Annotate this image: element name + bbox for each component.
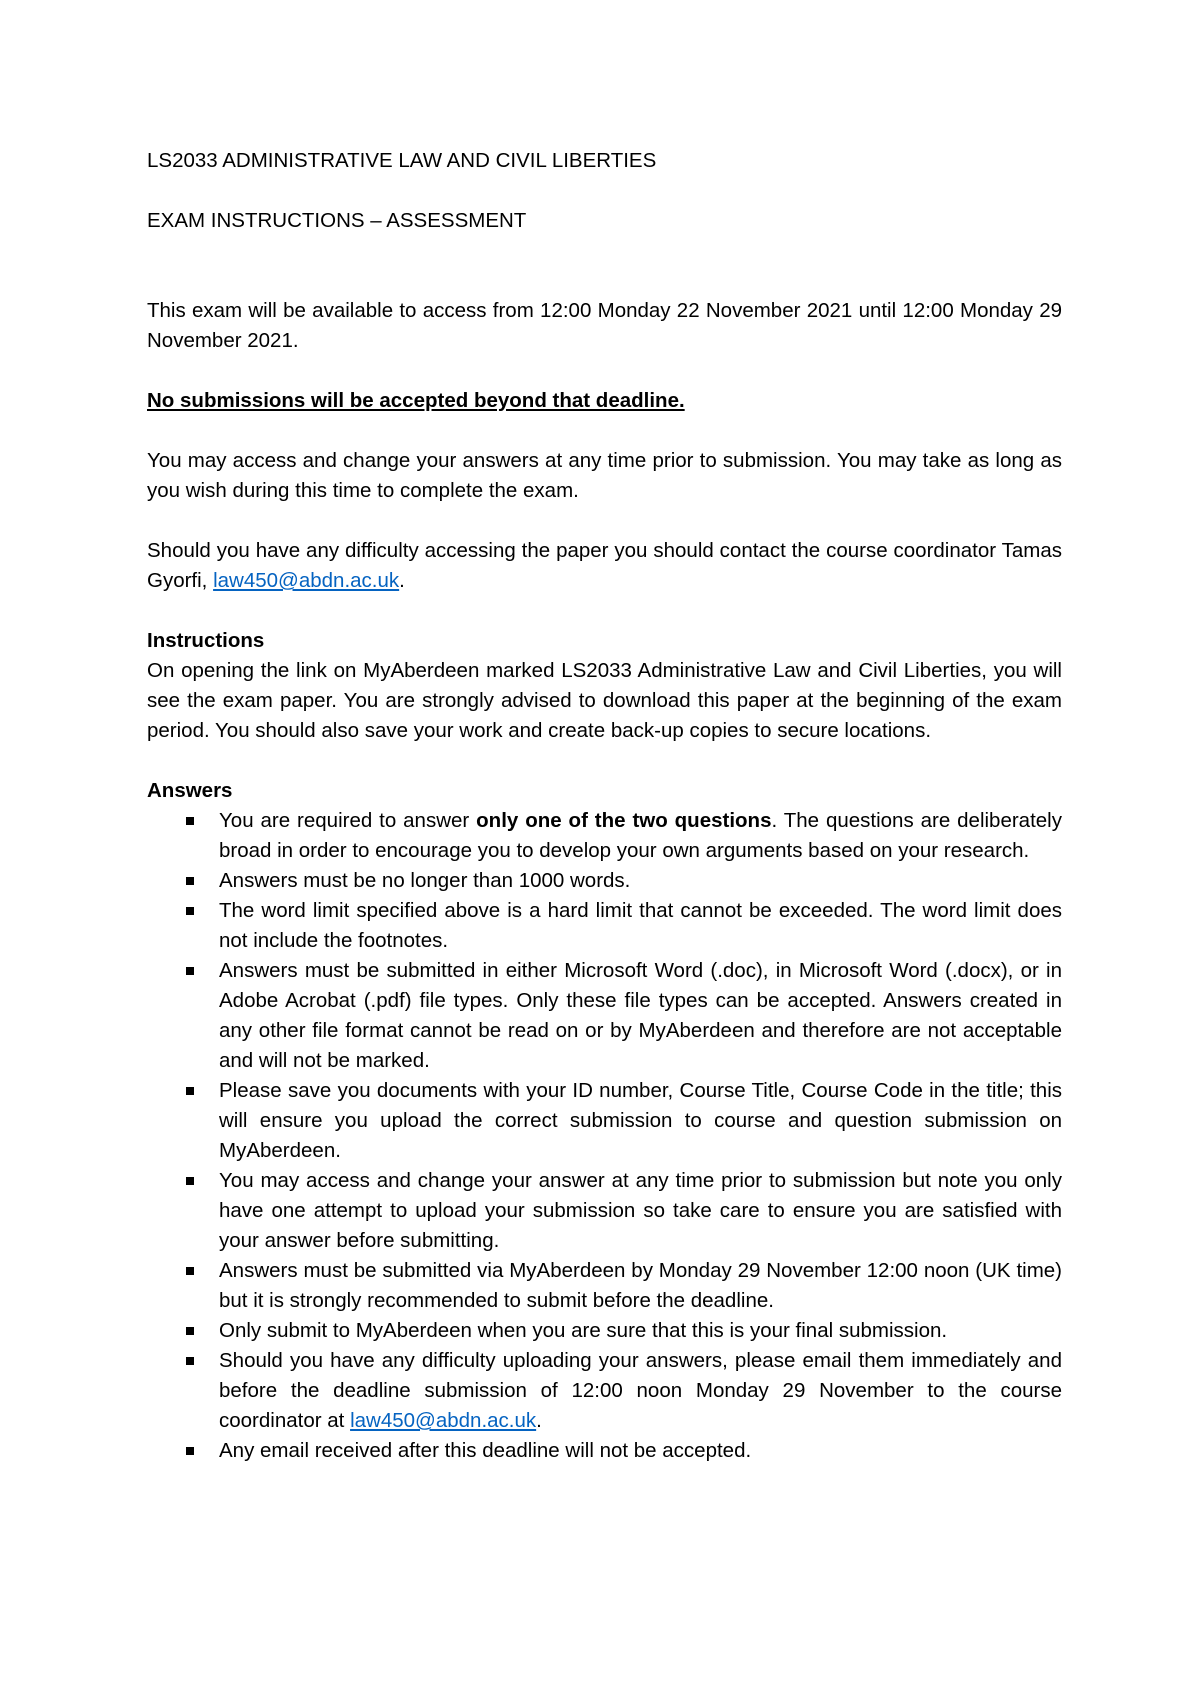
- square-bullet-icon: [186, 967, 194, 975]
- square-bullet-icon: [186, 877, 194, 885]
- square-bullet-icon: [186, 1177, 194, 1185]
- answers-title: Answers: [147, 779, 233, 802]
- instructions-title: Instructions: [147, 629, 265, 652]
- availability-paragraph: This exam will be available to access from 12:00 Monday 22 November 2021 until 12:00 Monday 29 November 2021.: [147, 299, 1062, 352]
- list-item: [219, 866, 1062, 896]
- item-text: Should you have any difficulty uploading your answers, please email them immediately and before the deadline submission of 12:00 noon Monday 29 November to the course coordinator at: [219, 1349, 1062, 1432]
- document-subtitle: EXAM INSTRUCTIONS – ASSESSMENT: [147, 209, 527, 232]
- item-text: . The questions are deliberately broad in order to encourage you to develop your own arguments based on your research.: [219, 809, 1062, 862]
- item-text: Only submit to MyAberdeen when you are sure that this is your final submission.: [219, 1319, 948, 1342]
- course-title: LS2033 ADMINISTRATIVE LAW AND CIVIL LIBERTIES: [147, 149, 657, 172]
- list-item: [219, 1166, 1062, 1256]
- item-text: Any email received after this deadline will not be accepted.: [219, 1439, 752, 1462]
- deadline-notice: [147, 386, 1062, 416]
- instructions-body: On opening the link on MyAberdeen marked LS2033 Administrative Law and Civil Liberties, you will see the exam paper. You are strongly advised to download this paper at the beginning of the exam period. You should also save your work and create back-up copies to secure locations.: [147, 659, 1062, 742]
- item-text: Answers must be no longer than 1000 words.: [219, 869, 631, 892]
- deadline-notice-text: No submissions will be accepted beyond that deadline.: [147, 389, 685, 412]
- item-text: .: [536, 1409, 542, 1432]
- document-page: [147, 146, 1062, 1466]
- list-item: [219, 1346, 1062, 1436]
- item-text: Answers must be submitted in either Microsoft Word (.doc), in Microsoft Word (.docx), or in Adobe Acrobat (.pdf) file types. Only these file types can be accepted. Answers created in any other file format cannot be read on or by MyAberdeen and therefore are not acceptable and will not be marked.: [219, 959, 1062, 1072]
- item-text: You may access and change your answer at any time prior to submission but note you only have one attempt to upload your submission so take care to ensure you are satisfied with your answer before submitting.: [219, 1169, 1062, 1252]
- answers-list: [147, 806, 1062, 1466]
- list-item: [219, 1076, 1062, 1166]
- square-bullet-icon: [186, 817, 194, 825]
- square-bullet-icon: [186, 1087, 194, 1095]
- access-note-paragraph: You may access and change your answers at any time prior to submission. You may take as long as you wish during this time to complete the exam.: [147, 449, 1062, 502]
- list-item: [219, 896, 1062, 956]
- list-item: [219, 1316, 1062, 1346]
- contact-email-link[interactable]: law450@abdn.ac.uk: [213, 569, 400, 592]
- item-text-bold: only one of the two questions: [476, 809, 772, 832]
- item-text: Answers must be submitted via MyAberdeen by Monday 29 November 12:00 noon (UK time) but it is strongly recommended to submit before the deadline.: [219, 1259, 1062, 1312]
- item-text: The word limit specified above is a hard limit that cannot be exceeded. The word limit does not include the footnotes.: [219, 899, 1062, 952]
- list-item: [219, 806, 1062, 866]
- square-bullet-icon: [186, 1327, 194, 1335]
- contact-text: Should you have any difficulty accessing the paper you should contact the course coordinator Tamas Gyorfi,: [147, 539, 1062, 592]
- list-item: [219, 956, 1062, 1076]
- square-bullet-icon: [186, 907, 194, 915]
- contact-end: .: [399, 569, 405, 592]
- coordinator-email-link[interactable]: law450@abdn.ac.uk: [350, 1409, 537, 1432]
- item-text: You are required to answer: [219, 809, 477, 832]
- item-text: Please save you documents with your ID number, Course Title, Course Code in the title; this will ensure you upload the correct submission to course and question submission on MyAberdeen.: [219, 1079, 1062, 1162]
- list-item: [219, 1436, 1062, 1466]
- contact-paragraph: [147, 536, 1062, 596]
- square-bullet-icon: [186, 1267, 194, 1275]
- list-item: [219, 1256, 1062, 1316]
- square-bullet-icon: [186, 1447, 194, 1455]
- square-bullet-icon: [186, 1357, 194, 1365]
